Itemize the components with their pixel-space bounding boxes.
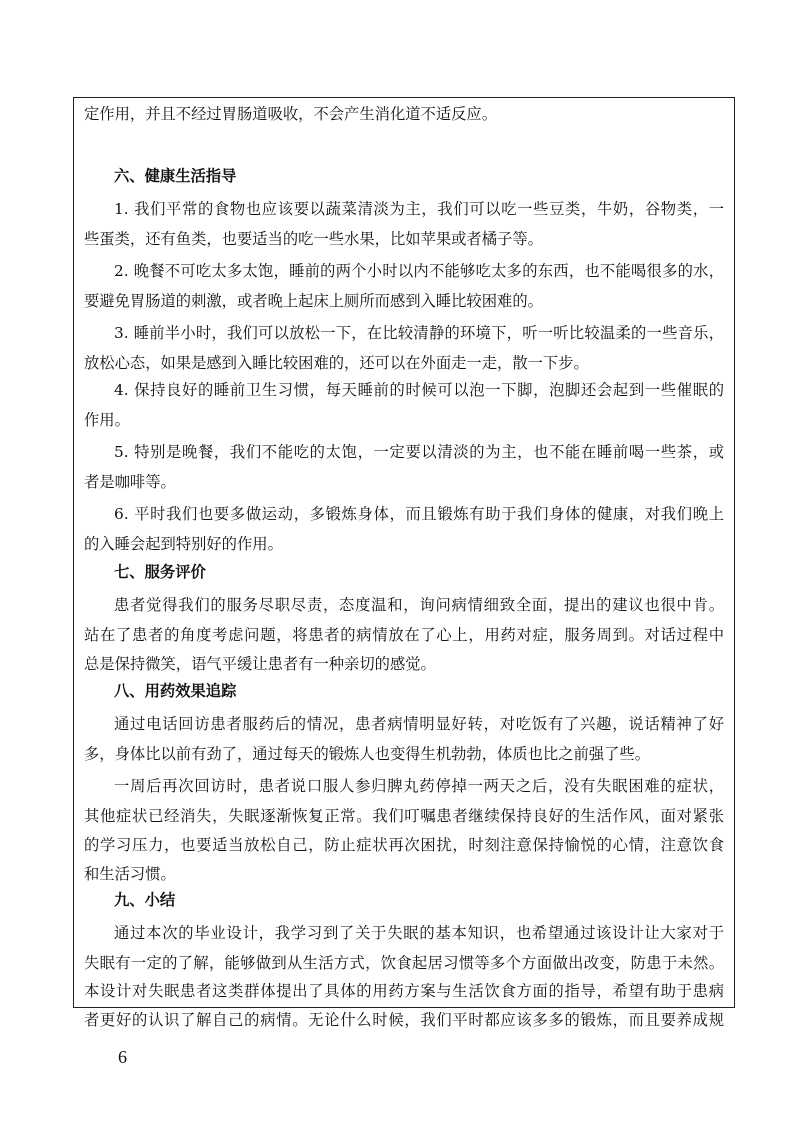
section-6-item-3-line-1: 3. 睡前半小时，我们可以放松一下，在比较清静的环境下，听一听比较温柔的一些音乐，: [114, 324, 724, 342]
section-8-p1-line-2: 多，身体比以前有劲了，通过每天的锻炼人也变得生机勃勃，体质也比之前强了些。: [84, 745, 650, 763]
page-number: 6: [118, 1047, 127, 1067]
section-6-item-5-line-2: 者是咖啡等。: [84, 473, 176, 491]
section-6-item-4-line-2: 作用。: [84, 411, 130, 429]
section-6-item-2-line-2: 要避免胃肠道的刺激，或者晚上起床上厕所而感到入睡比较困难的。: [84, 292, 543, 310]
section-8-p2-line-2: 其他症状已经消失，失眠逐渐恢复正常。我们叮嘱患者继续保持良好的生活作风，面对紧张: [84, 807, 724, 825]
section-7-line-1: 患者觉得我们的服务尽职尽责，态度温和，询问病情细致全面，提出的建议也很中肯。: [114, 596, 724, 614]
section-6-item-6-line-1: 6. 平时我们也要多做运动，多锻炼身体，而且锻炼有助于我们身体的健康，对我们晚上: [114, 505, 724, 523]
content-table-cell: [73, 97, 735, 1029]
section-6-item-5-line-1: 5. 特别是晚餐，我们不能吃的太饱，一定要以清淡的为主，也不能在睡前喝一些茶，或: [114, 443, 724, 461]
section-6-item-4-line-1: 4. 保持良好的睡前卫生习惯，每天睡前的时候可以泡一下脚，泡脚还会起到一些催眠的: [114, 381, 724, 399]
section-7-line-2: 站在了患者的角度考虑问题，将患者的病情放在了心上，用药对症，服务周到。对话过程中: [84, 626, 724, 644]
section-6-item-1-line-2: 些蛋类，还有鱼类，也要适当的吃一些水果，比如苹果或者橘子等。: [84, 230, 543, 248]
section-8-heading: 八、用药效果追踪: [114, 682, 237, 700]
section-8-p2-line-3: 的学习压力，也要适当放松自己，防止症状再次困扰，时刻注意保持愉悦的心情，注意饮食: [84, 836, 724, 854]
section-9-line-2: 失眠有一定的了解，能够做到从生活方式，饮食起居习惯等多个方面做出改变，防患于未然。: [84, 954, 724, 972]
section-8-p1-line-1: 通过电话回访患者服药后的情况，患者病情明显好转，对吃饭有了兴趣，说话精神了好: [114, 715, 724, 733]
section-6-item-6-line-2: 的入睡会起到特别好的作用。: [84, 535, 283, 553]
section-6-heading: 六、健康生活指导: [114, 167, 237, 185]
intro-line: 定作用，并且不经过胃肠道吸收，不会产生消化道不适反应。: [84, 105, 498, 123]
section-6-item-3-line-2: 放松心态，如果是感到入睡比较困难的，还可以在外面走一走，散一下步。: [84, 354, 589, 372]
section-7-line-3: 总是保持微笑，语气平缓让患者有一种亲切的感觉。: [84, 655, 436, 673]
section-9-line-3: 本设计对失眠患者这类群体提出了具体的用药方案与生活饮食方面的指导，希望有助于患病: [84, 982, 724, 1000]
section-9-line-4: 者更好的认识了解自己的病情。无论什么时候，我们平时都应该多多的锻炼，而且要养成规: [84, 1011, 724, 1029]
section-9-heading: 九、小结: [114, 891, 176, 909]
section-8-p2-line-1: 一周后再次回访时，患者说口服人参归脾丸药停掉一两天之后，没有失眠困难的症状，: [114, 777, 724, 795]
section-6-item-1-line-1: 1. 我们平常的食物也应该要以蔬菜清淡为主，我们可以吃一些豆类，牛奶，谷物类，一: [114, 200, 724, 218]
section-7-heading: 七、服务评价: [114, 563, 206, 581]
section-9-line-1: 通过本次的毕业设计，我学习到了关于失眠的基本知识，也希望通过该设计让大家对于: [114, 924, 724, 942]
section-8-p2-line-4: 和生活习惯。: [84, 865, 176, 883]
section-6-item-2-line-1: 2. 晚餐不可吃太多太饱，睡前的两个小时以内不能够吃太多的东西，也不能喝很多的水，: [114, 262, 724, 280]
